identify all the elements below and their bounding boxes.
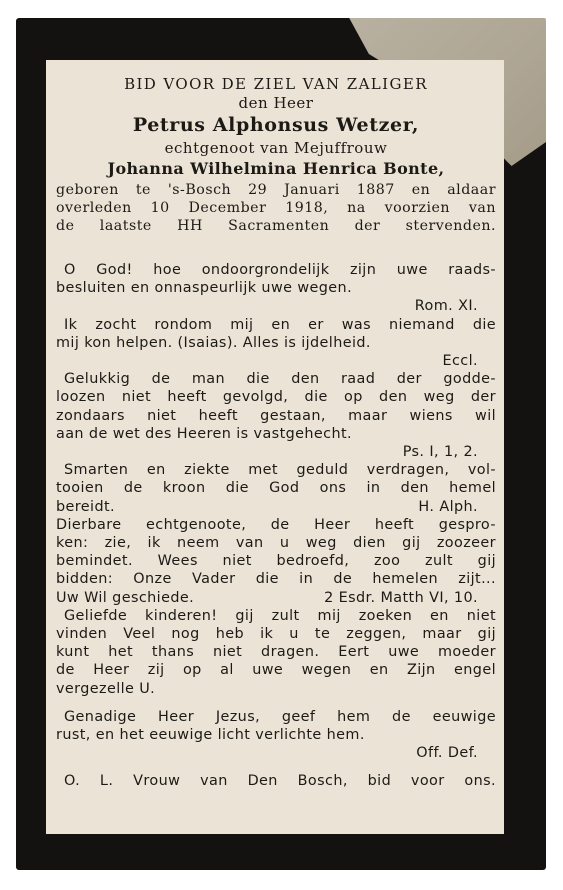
verse-line: vinden Veel nog heb ik u te zeggen, maar gij xyxy=(56,626,496,643)
verse-reference: 2 Esdr. Matth VI, 10. xyxy=(324,589,478,606)
bio-line-2: overleden 10 December 1918, na voorzien van xyxy=(56,200,496,216)
heading-line: BID VOOR DE ZIEL VAN ZALIGER xyxy=(124,75,428,93)
verse-line: tooien de kroon die God ons in den hemel xyxy=(56,480,496,497)
verse-line: kunt het thans niet dragen. Eert uwe moeder xyxy=(56,644,496,661)
den-heer-line: den Heer xyxy=(238,94,314,112)
spouse-intro: echtgenoot van Mejuffrouw xyxy=(164,139,388,157)
bio-line-3: de laatste HH Sacramenten der stervenden. xyxy=(56,218,496,234)
verse-line: loozen niet heeft gevolgd, die op den weg der xyxy=(56,389,496,406)
verse-line: vergezelle U. xyxy=(56,680,156,697)
verse-line: zondaars niet heeft gestaan, maar wiens wil xyxy=(56,407,496,424)
verse-line: bemindet. Wees niet bedroefd, zoo zult gij xyxy=(56,553,496,570)
verse-line: ken: zie, ik neem van u weg dien gij zoozeer xyxy=(56,535,496,552)
deceased-name: Petrus Alphonsus Wetzer, xyxy=(132,114,420,136)
verse-line: bereidt. xyxy=(56,498,115,515)
verse-reference: H. Alph. xyxy=(418,498,478,515)
card-text-panel xyxy=(46,60,504,834)
verse-reference: Rom. XI. xyxy=(414,298,478,315)
verse-line: Ik zocht rondom mij en er was niemand die xyxy=(64,316,496,333)
verse-line: besluiten en onnaspeurlijk uwe wegen. xyxy=(56,280,353,297)
verses-block xyxy=(56,261,496,791)
verse-line: Dierbare echtgenoote, de Heer heeft gespro- xyxy=(56,516,496,533)
verse-line: Geliefde kinderen! gij zult mij zoeken en niet xyxy=(64,607,496,624)
spouse-name: Johanna Wilhelmina Henrica Bonte, xyxy=(107,159,445,178)
verse-line: Smarten en ziekte met geduld verdragen, vol- xyxy=(64,462,496,479)
verse-line: rust, en het eeuwige licht verlichte hem. xyxy=(56,727,365,744)
bio-line-1: geboren te 's-Bosch 29 Januari 1887 en aldaar xyxy=(56,182,496,198)
verse-reference: Ps. I, 1, 2. xyxy=(402,444,478,461)
verse-line: Genadige Heer Jezus, geef hem de eeuwige xyxy=(64,708,496,725)
verse-reference: Off. Def. xyxy=(416,745,478,762)
verse-line: aan de wet des Heeren is vastgehecht. xyxy=(56,425,353,442)
verse-line: O God! hoe ondoorgrondelijk zijn uwe raads- xyxy=(64,262,496,278)
closing-prayer: O. L. Vrouw van Den Bosch, bid voor ons. xyxy=(64,773,496,790)
verse-line: mij kon helpen. (Isaias). Alles is ijdelheid. xyxy=(56,334,371,351)
verse-line: Uw Wil geschiede. xyxy=(56,589,195,606)
verse-reference: Eccl. xyxy=(442,353,478,370)
verse-line: bidden: Onze Vader die in de hemelen zijt... xyxy=(56,571,496,588)
verse-line: Gelukkig de man die den raad der godde- xyxy=(64,371,496,388)
verse-line: de Heer zij op al uwe wegen en Zijn engel xyxy=(56,662,496,679)
